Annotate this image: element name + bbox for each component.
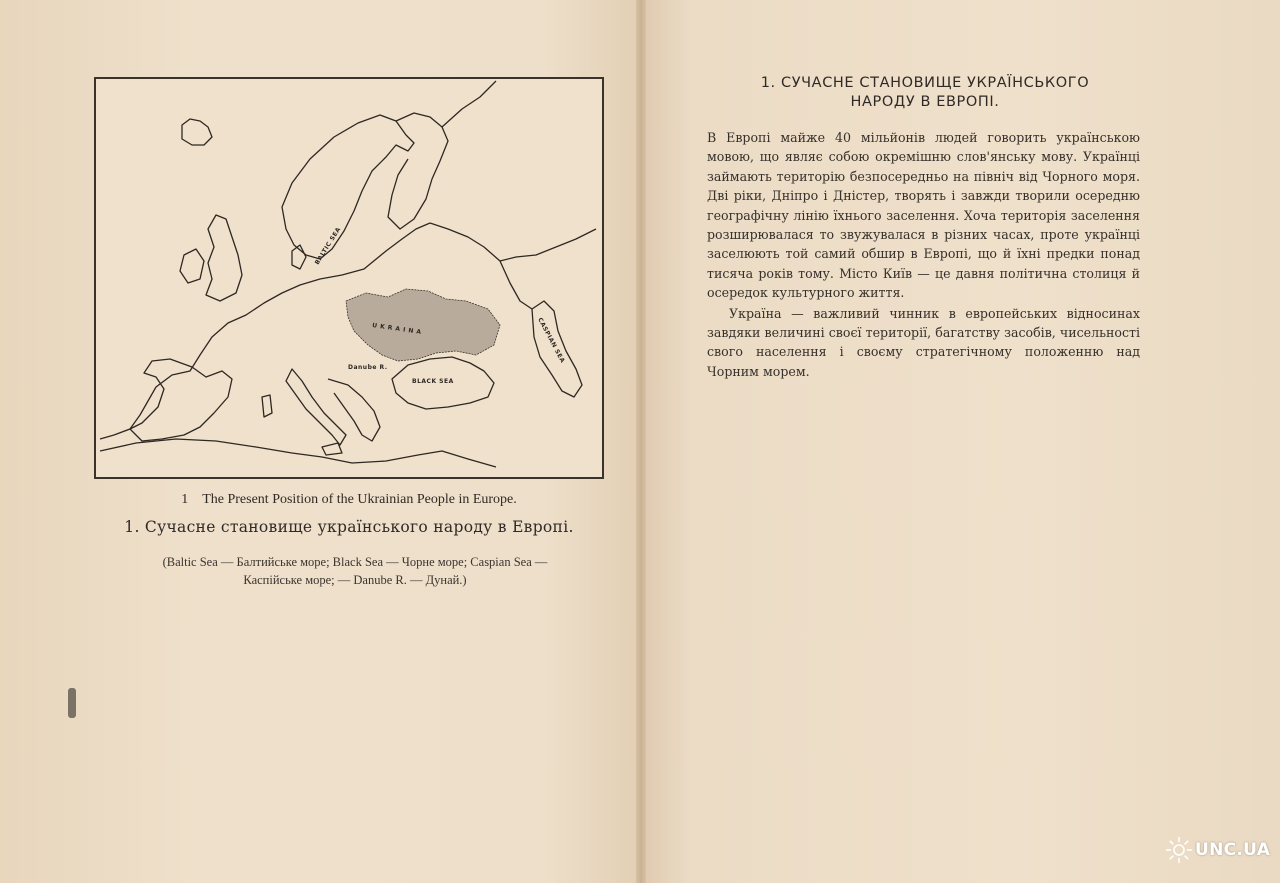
- figure-number: 1: [181, 492, 189, 507]
- iceland-outline: [182, 119, 212, 145]
- article-title: [700, 74, 1150, 112]
- europe-map: [94, 77, 604, 479]
- legend-line-1: (Baltic Sea — Балтийське море; Black Sea — Чорне море; Caspian Sea —: [162, 555, 548, 569]
- figure-caption-english: [94, 492, 604, 508]
- italy-outline: [286, 369, 346, 445]
- article-paragraph-1: В Европі майже 40 мільйонів людей говорить українською мовою, що являє собою окремішню слов'янську мову. Українці займають територію безпосередньо на північ від Чорного моря. Дві ріки, Дніпро і Дністер, творять і завжди творили осередню географічну лінію їхнього заселення. Хоча територія заселення розширювалася то звужувалася в різних часах, проте українці заселюють той самий обшир в Европі, що й їхні предки понад тисяча років тому. Місто Київ — це давня політична столиця й осередок культурного життя.: [707, 130, 1140, 301]
- iberia-outline: [130, 359, 232, 441]
- page-mark: [68, 688, 76, 718]
- sicily-outline: [322, 443, 342, 455]
- label-baltic-sea: BALTIC SEA: [313, 225, 343, 267]
- book-gutter: [636, 0, 646, 883]
- river-volga: [500, 229, 596, 261]
- article-title-line-2: НАРОДУ В ЕВРОПІ.: [850, 94, 1000, 110]
- ireland-outline: [180, 249, 204, 283]
- ukraine-region: [346, 289, 500, 361]
- arctic-coast: [442, 81, 496, 127]
- legend-line-2: Каспійське море; — Danube R. — Дунай.): [243, 573, 467, 587]
- label-black-sea: BLACK SEA: [412, 378, 454, 385]
- map-drawing: [96, 79, 602, 477]
- watermark: [1165, 830, 1275, 870]
- label-danube: Danube R.: [348, 364, 388, 371]
- watermark-text: UNC.UA: [1195, 840, 1271, 860]
- balkans-outline: [328, 379, 380, 441]
- britain-outline: [206, 215, 242, 301]
- sun-logo-icon: [1165, 836, 1193, 864]
- finland-outline: [388, 113, 448, 229]
- label-ukraina: U K R A I N A: [371, 322, 422, 336]
- article-title-line-1: 1. СУЧАСНЕ СТАНОВИЩЕ УКРАЇНСЬКОГО: [760, 75, 1090, 91]
- africa-coast: [100, 439, 496, 467]
- map-legend: [110, 553, 600, 589]
- caption-english-text: The Present Position of the Ukrainian People in Europe.: [202, 492, 517, 507]
- article-paragraph-2: Україна — важливий чинник в европейських відносинах завдяки величині своєї території, багатству засобів, чисельності свого населення і своєму стратегічному положенню над Чорним морем.: [707, 305, 1140, 379]
- figure-caption-ukrainian: 1. Сучасне становище українського народу в Европі.: [124, 518, 574, 536]
- article-body: [707, 128, 1140, 381]
- label-caspian-sea: CASPIAN SEA: [536, 316, 567, 365]
- eastern-border: [430, 223, 532, 309]
- sardinia-outline: [262, 395, 272, 417]
